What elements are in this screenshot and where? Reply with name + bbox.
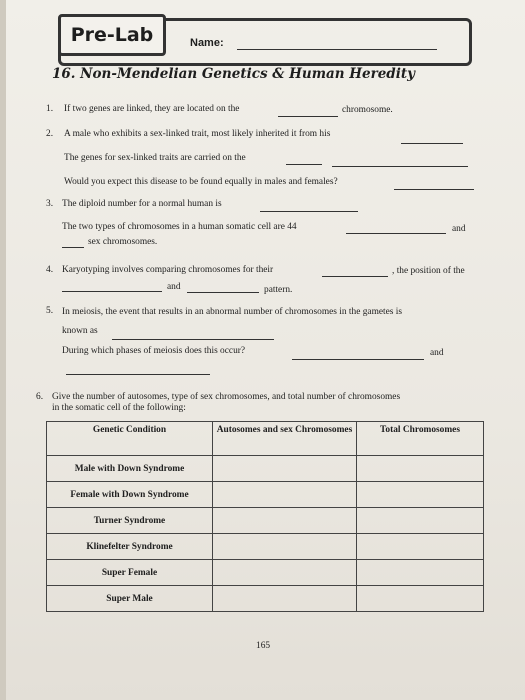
worksheet-title: 16. Non-Mendelian Genetics & Human Heredity — [52, 66, 415, 82]
q3-line3: sex chromosomes. — [88, 237, 158, 247]
q5-line2: known as — [62, 326, 98, 336]
header-total-chromosomes: Total Chromosomes — [357, 422, 484, 456]
q3-and: and — [452, 224, 466, 234]
table-row — [47, 586, 484, 612]
row-condition: Klinefelter Syndrome — [47, 534, 213, 560]
row-condition: Male with Down Syndrome — [47, 456, 213, 482]
page-number: 165 — [256, 641, 271, 651]
answer-cell[interactable] — [357, 482, 484, 508]
row-condition: Turner Syndrome — [47, 508, 213, 534]
q3-blank-diploid[interactable] — [260, 211, 358, 212]
answer-cell[interactable] — [213, 586, 357, 612]
q4-blank-2[interactable] — [62, 291, 162, 292]
q4-number: 4. — [46, 265, 54, 275]
q2-line2: The genes for sex-linked traits are carried on the — [64, 153, 246, 163]
q5-blank-phase-1[interactable] — [292, 359, 424, 360]
q4-line1-end: , the position of the — [392, 266, 465, 276]
q1-text-end: chromosome. — [342, 105, 393, 115]
table-row — [47, 456, 484, 482]
q2-blank-parent[interactable] — [401, 143, 463, 144]
row-condition: Super Female — [47, 560, 213, 586]
q2-blank-3[interactable] — [394, 189, 474, 190]
name-blank[interactable] — [237, 49, 437, 50]
table-row — [47, 508, 484, 534]
q5-line1: In meiosis, the event that results in an abnormal number of chromosomes in the gametes is — [62, 307, 403, 317]
row-condition: Female with Down Syndrome — [47, 482, 213, 508]
q3-blank-autosomes[interactable] — [346, 233, 446, 234]
q1-blank[interactable] — [278, 116, 338, 117]
answer-cell[interactable] — [213, 534, 357, 560]
answer-cell[interactable] — [357, 560, 484, 586]
q3-number: 3. — [46, 199, 54, 209]
row-condition: Super Male — [47, 586, 213, 612]
q3-line2: The two types of chromosomes in a human somatic cell are 44 — [62, 222, 297, 232]
q5-and: and — [430, 348, 444, 358]
table-row — [47, 560, 484, 586]
q4-blank-3[interactable] — [187, 292, 259, 293]
q4-line1: Karyotyping involves comparing chromosomes for their — [62, 265, 274, 275]
q5-blank-event[interactable] — [112, 339, 274, 340]
answer-cell[interactable] — [357, 508, 484, 534]
table-header-row — [47, 422, 484, 456]
q4-blank-1[interactable] — [322, 276, 388, 277]
answer-cell[interactable] — [357, 534, 484, 560]
q1-text: If two genes are linked, they are located on the — [64, 104, 240, 114]
q5-blank-phase-2[interactable] — [66, 374, 210, 375]
q6-number: 6. — [36, 392, 44, 402]
answer-cell[interactable] — [213, 482, 357, 508]
worksheet-page — [6, 0, 525, 700]
prelab-label: Pre-Lab — [58, 14, 166, 56]
q3-blank-sex[interactable] — [62, 247, 84, 248]
table-row — [47, 482, 484, 508]
q2-blank-1[interactable] — [286, 164, 322, 165]
q1-number: 1. — [46, 104, 54, 114]
table-row — [47, 534, 484, 560]
q2-blank-2[interactable] — [332, 166, 468, 167]
q6-line2: in the somatic cell of the following: — [52, 403, 186, 413]
q4-pattern: pattern. — [264, 285, 293, 295]
answer-cell[interactable] — [213, 560, 357, 586]
q5-number: 5. — [46, 306, 54, 316]
answer-cell[interactable] — [213, 456, 357, 482]
answer-cell[interactable] — [357, 586, 484, 612]
answer-cell[interactable] — [357, 456, 484, 482]
q3-line1: The diploid number for a normal human is — [62, 199, 222, 209]
q2-line3: Would you expect this disease to be found equally in males and females? — [64, 177, 338, 187]
header-genetic-condition: Genetic Condition — [47, 422, 213, 456]
answer-cell[interactable] — [213, 508, 357, 534]
q2-line1: A male who exhibits a sex-linked trait, most likely inherited it from his — [64, 129, 331, 139]
q4-and: and — [167, 282, 181, 292]
q6-line1: Give the number of autosomes, type of sex chromosomes, and total number of chromosomes — [52, 392, 401, 402]
q2-number: 2. — [46, 129, 54, 139]
genetic-conditions-table — [46, 421, 484, 612]
header-autosomes-sex: Autosomes and sex Chromosomes — [213, 422, 357, 456]
name-label: Name: — [190, 37, 224, 49]
q5-line3: During which phases of meiosis does this occur? — [62, 346, 246, 356]
